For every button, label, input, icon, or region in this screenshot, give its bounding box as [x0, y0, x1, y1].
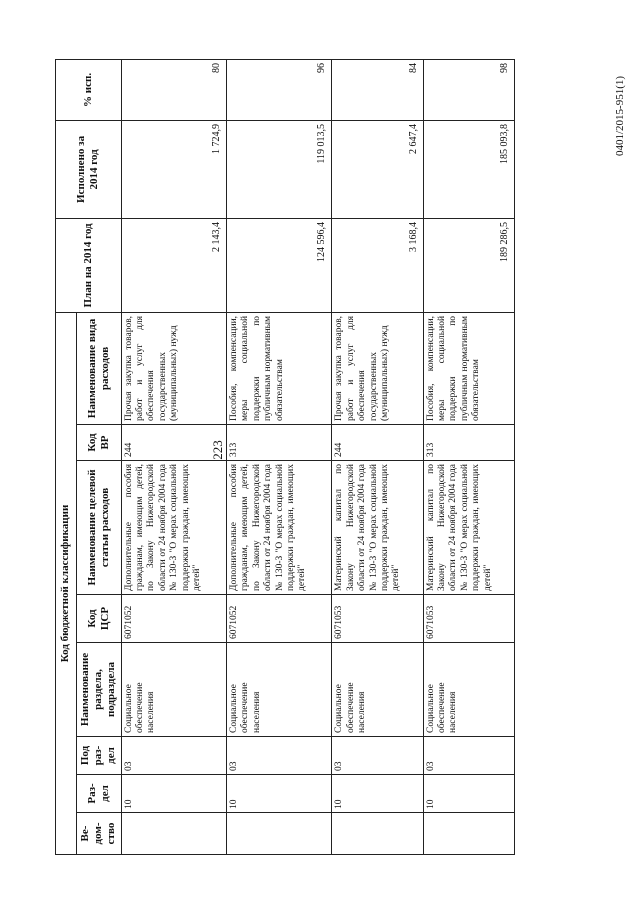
subsection-cell: 03 — [121, 737, 226, 775]
percent-header: % исп. — [56, 59, 122, 120]
csr-name-cell: Материнский капитал по Закону Нижегородской области от 24 ноября 2004 года № 130-З "О мерах социальной поддержки граждан, имеющих детей" — [423, 461, 514, 595]
csr-name-cell: Материнский капитал по Закону Нижегородской области от 24 ноября 2004 года № 130-З "О мерах социальной поддержки граждан, имеющих детей" — [332, 461, 423, 595]
dept-cell — [227, 813, 332, 855]
executed-cell: 2 647,4 — [332, 120, 423, 218]
vr-cell: 313 — [227, 425, 332, 461]
subsection-header: Под раз-дел — [77, 737, 122, 775]
budget-classification-header: Код бюджетной классификации — [56, 312, 77, 854]
document-code: 0401/2015-951(1) — [614, 75, 626, 157]
csr-cell: 6071053 — [332, 595, 423, 643]
vr-header: Код ВР — [77, 425, 122, 461]
dept-cell — [423, 813, 514, 855]
csr-name-cell: Дополнительные пособия гражданам, имеющим детей, по Закону Нижегородской области от 24 ноября 2004 года № 130-З "О мерах социальной поддержки граждан, имеющих детей" — [227, 461, 332, 595]
table-body — [121, 59, 514, 854]
percent-cell: 80 — [121, 59, 226, 120]
table-row — [227, 59, 332, 854]
page-number: 223 — [210, 440, 225, 460]
csr-cell: 6071052 — [227, 595, 332, 643]
csr-cell: 6071053 — [423, 595, 514, 643]
section-name-cell: Социальное обеспечение населения — [227, 643, 332, 737]
vr-name-cell: Прочая закупка товаров, работ и услуг для обеспечения государственных (муниципальных) нужд — [332, 312, 423, 424]
budget-table-container — [55, 60, 515, 855]
percent-cell: 98 — [423, 59, 514, 120]
section-cell: 10 — [423, 775, 514, 813]
executed-cell: 119 013,5 — [227, 120, 332, 218]
section-name-cell: Социальное обеспечение населения — [423, 643, 514, 737]
section-cell: 10 — [332, 775, 423, 813]
vr-name-header: Наименование вида расходов — [77, 312, 122, 424]
subsection-cell: 03 — [227, 737, 332, 775]
section-cell: 10 — [227, 775, 332, 813]
budget-table — [55, 59, 515, 855]
csr-header: Код ЦСР — [77, 595, 122, 643]
section-header: Раз-дел — [77, 775, 122, 813]
vr-cell: 313 — [423, 425, 514, 461]
percent-cell: 96 — [227, 59, 332, 120]
csr-name-header: Наименование целевой статьи расходов — [77, 461, 122, 595]
vr-cell: 244 — [332, 425, 423, 461]
vr-cell: 244 — [121, 425, 226, 461]
percent-cell: 84 — [332, 59, 423, 120]
csr-cell: 6071052 — [121, 595, 226, 643]
table-row — [332, 59, 423, 854]
section-name-cell: Социальное обеспечение населения — [332, 643, 423, 737]
dept-cell — [332, 813, 423, 855]
vr-name-cell: Пособия, компенсации, меры социальной поддержки по публичным нормативным обязательствам — [423, 312, 514, 424]
dept-header: Ве-дом-ство — [77, 813, 122, 855]
subsection-cell: 03 — [423, 737, 514, 775]
executed-cell: 1 724,9 — [121, 120, 226, 218]
plan-cell: 2 143,4 — [121, 218, 226, 312]
section-cell: 10 — [121, 775, 226, 813]
dept-cell — [121, 813, 226, 855]
csr-name-cell: Дополнительные пособия гражданам, имеющим детей, по Закону Нижегородской области от 24 ноября 2004 года № 130-З "О мерах социальной поддержки граждан, имеющих детей" — [121, 461, 226, 595]
executed-header: Исполнено за 2014 год — [56, 120, 122, 218]
section-name-cell: Социальное обеспечение населения — [121, 643, 226, 737]
plan-cell: 189 286,5 — [423, 218, 514, 312]
table-row — [423, 59, 514, 854]
vr-name-cell: Пособия, компенсации, меры социальной поддержки по публичным нормативным обязательствам — [227, 312, 332, 424]
subsection-cell: 03 — [332, 737, 423, 775]
section-name-header: Наименование раздела, подраздела — [77, 643, 122, 737]
table-header — [56, 59, 122, 854]
executed-cell: 185 093,8 — [423, 120, 514, 218]
plan-cell: 124 596,4 — [227, 218, 332, 312]
plan-header: План на 2014 год — [56, 218, 122, 312]
vr-name-cell: Прочая закупка товаров, работ и услуг для обеспечения государственных (муниципальных) нужд — [121, 312, 226, 424]
table-row — [121, 59, 226, 854]
plan-cell: 3 168,4 — [332, 218, 423, 312]
